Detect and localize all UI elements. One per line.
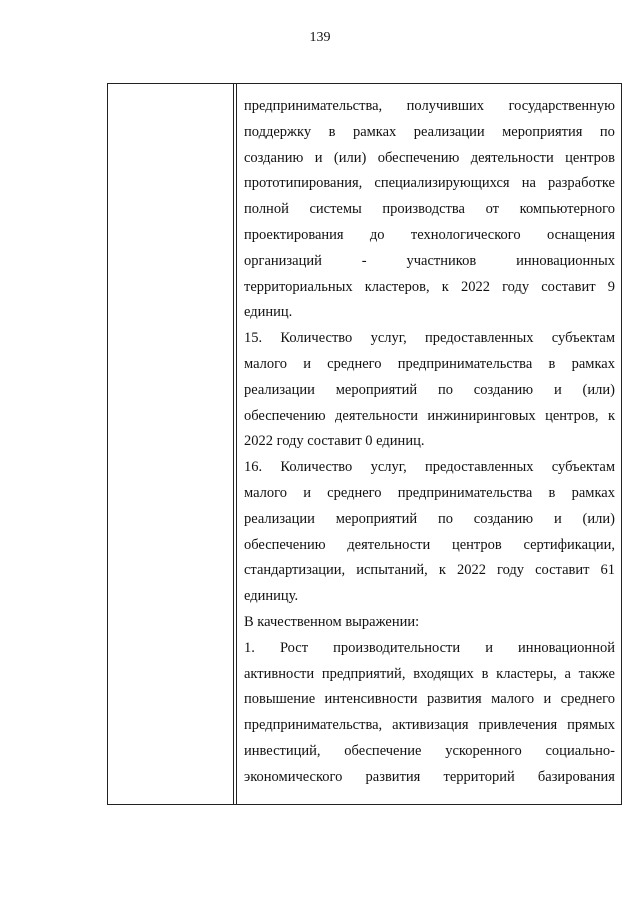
text-line: территориальных кластеров, к 2022 году составит 9 <box>244 278 615 295</box>
text-line: повышение интенсивности развития малого и среднего <box>244 691 615 708</box>
page-number: 139 <box>309 30 331 45</box>
text-line: 1. Рост производительности и инновационной <box>244 639 615 656</box>
text-line: В качественном выражении: <box>244 613 420 630</box>
text-line: реализации мероприятий по созданию и (или) <box>244 510 615 527</box>
table-cell-text <box>236 84 621 804</box>
text-line: активности предприятий, входящих в кластеры, а также <box>244 665 615 682</box>
text-line: организаций - участников инновационных <box>244 252 615 269</box>
text-line: малого и среднего предпринимательства в рамках <box>244 484 615 501</box>
text-line: 2022 году составит 0 единиц. <box>244 433 425 450</box>
table-cell-empty <box>108 84 234 804</box>
text-line: поддержку в рамках реализации мероприятия по <box>244 123 615 140</box>
text-line: предпринимательства, активизация привлечения прямых <box>244 717 615 734</box>
paragraph-block <box>244 94 615 791</box>
text-line: обеспечению деятельности центров сертификации, <box>244 536 615 553</box>
text-line: стандартизации, испытаний, к 2022 году составит 61 <box>244 562 615 579</box>
text-line: обеспечению деятельности инжиниринговых центров, к <box>244 407 615 424</box>
text-line: 16. Количество услуг, предоставленных субъектам <box>244 459 615 476</box>
text-line: полной системы производства от компьютерного <box>244 201 615 218</box>
text-line: предпринимательства, получивших государственную <box>244 98 615 114</box>
text-line: проектирования до технологического оснащения <box>244 226 615 243</box>
document-table <box>107 83 622 805</box>
text-line: экономического развития территорий базирования <box>244 768 615 785</box>
text-line: прототипирования, специализирующихся на разработке <box>244 175 615 192</box>
text-line: единиц. <box>244 304 293 321</box>
text-line: малого и среднего предпринимательства в рамках <box>244 355 615 372</box>
text-line: реализации мероприятий по созданию и (или) <box>244 381 615 398</box>
text-line: инвестиций, обеспечение ускоренного социально- <box>244 742 615 759</box>
text-line: 15. Количество услуг, предоставленных субъектам <box>244 330 615 347</box>
text-line: единицу. <box>244 588 299 605</box>
text-line: созданию и (или) обеспечению деятельности центров <box>244 149 615 166</box>
